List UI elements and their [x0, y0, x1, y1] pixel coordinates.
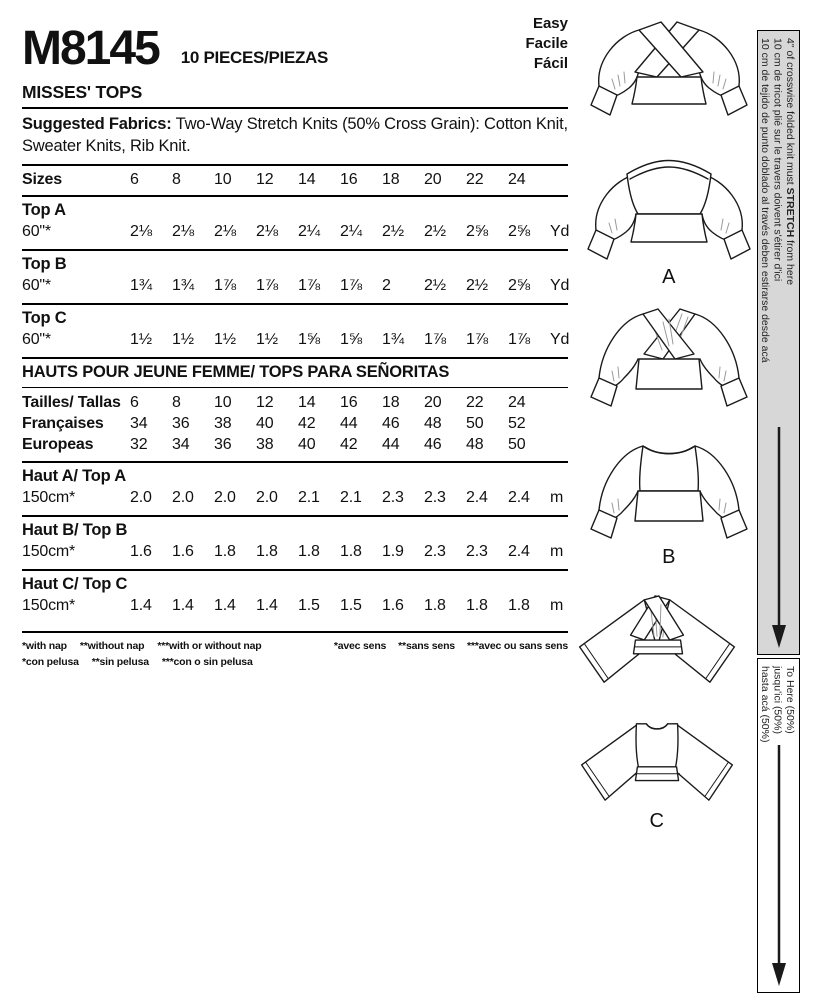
size-cell: 34	[172, 435, 190, 453]
size-cell: 48	[466, 435, 484, 453]
footnote-sans-sens: **sans sens	[398, 640, 455, 653]
size-cell: 22	[466, 171, 484, 189]
meterage-cell: 2.1	[340, 489, 362, 507]
stretch-gauge-line-en: 4" of crosswise folded knit must STRETCH from here	[784, 38, 796, 286]
view-c-label: C	[649, 810, 665, 832]
view-c-back-illustration	[560, 714, 754, 808]
meterage-cell: 2.1	[298, 489, 320, 507]
fabrics-label: Suggested Fabrics:	[22, 115, 172, 134]
size-cell: 48	[424, 414, 442, 432]
size-cell: 8	[172, 171, 181, 189]
meterage-cell: 1.4	[172, 597, 194, 615]
garment-name: Top C	[22, 309, 67, 328]
fabric-width: 60"*	[22, 223, 51, 241]
meterage-cell: 2.0	[256, 489, 278, 507]
size-cell: 16	[340, 171, 358, 189]
yardage-cell: 1½	[130, 331, 152, 349]
size-cell: 40	[298, 435, 316, 453]
unit-cell: Yd	[550, 331, 570, 349]
meterage-cell: 1.5	[298, 597, 320, 615]
yardage-cell: 1⅝	[340, 331, 362, 349]
footnote-avec-sens: *avec sens	[333, 640, 387, 653]
yardage-row-top-a	[22, 197, 568, 251]
yardage-cell: 2⅛	[130, 223, 152, 241]
size-cell: 42	[298, 414, 316, 432]
meterage-cell: 2.4	[508, 489, 530, 507]
category-title: MISSES' TOPS	[22, 82, 568, 109]
yardage-cell: 2⅛	[256, 223, 278, 241]
yardage-cell: 1½	[256, 331, 278, 349]
yardage-cell: 1⅞	[466, 331, 488, 349]
to-here-line-fr: jusqu'ici (50%)	[771, 666, 784, 734]
europeas-label: Europeas	[22, 435, 94, 453]
footnote-without-nap: **without nap	[79, 640, 145, 653]
size-cell: 46	[382, 414, 400, 432]
footnote-sin-pelusa: **sin pelusa	[91, 656, 149, 669]
size-cell: 10	[214, 171, 232, 189]
yardage-row-top-c	[22, 305, 568, 359]
size-cell: 14	[298, 393, 316, 411]
size-cell: 12	[256, 393, 274, 411]
size-cell: 22	[466, 393, 484, 411]
footnote-con-pelusa: *con pelusa	[22, 656, 79, 669]
size-cell: 44	[340, 414, 358, 432]
size-cell: 32	[130, 435, 148, 453]
size-cell: 24	[508, 171, 526, 189]
view-c-illustrations	[560, 592, 754, 833]
size-cell: 40	[256, 414, 274, 432]
meterage-cell: 1.8	[466, 597, 488, 615]
yardage-cell: 1¾	[382, 331, 404, 349]
meterage-cell: 1.4	[256, 597, 278, 615]
yardage-cell: 2¼	[298, 223, 320, 241]
stretch-gauge-bottom	[757, 658, 800, 993]
yardage-table	[22, 164, 568, 633]
stretch-gauge-text	[759, 38, 797, 363]
size-cell: 6	[130, 393, 139, 411]
meterage-cell: 1.6	[130, 543, 152, 561]
unit-cell: Yd	[550, 223, 570, 241]
yardage-cell: 2¼	[340, 223, 362, 241]
to-here-line-en: To Here (50%)	[784, 666, 796, 734]
size-cell: 16	[340, 393, 358, 411]
pattern-number: M8145	[22, 22, 159, 76]
meterage-cell: 1.6	[172, 543, 194, 561]
yardage-cell: 1⅝	[298, 331, 320, 349]
size-cell: 52	[508, 414, 526, 432]
yardage-cell: 2½	[466, 277, 488, 295]
metric-sizes-grid	[22, 388, 568, 463]
size-cell: 36	[214, 435, 232, 453]
view-a-illustrations	[583, 16, 755, 289]
view-b-illustrations	[583, 302, 755, 569]
size-cell: 24	[508, 393, 526, 411]
metric-row-haut-b	[22, 517, 568, 571]
sizes-label: Sizes	[22, 171, 62, 189]
stretch-gauge-line-fr: 10 cm de tricot plié sur le travers doivent s'étirer d'ici	[771, 38, 784, 282]
meterage-cell: 1.4	[214, 597, 236, 615]
fabrics-text: Two-Way Stretch Knits (50% Cross Grain): Cotton Knit, Sweater Knits, Rib Knit.	[22, 115, 568, 155]
fabric-width: 150cm*	[22, 489, 76, 507]
tailles-label: Tailles/ Tallas	[22, 393, 121, 411]
meterage-cell: 2.3	[424, 543, 446, 561]
size-cell: 12	[256, 171, 274, 189]
meterage-cell: 2.0	[214, 489, 236, 507]
view-a-front-illustration	[583, 16, 755, 130]
stretch-arrow-icon	[771, 427, 787, 649]
francaises-label: Françaises	[22, 414, 104, 432]
difficulty-fr: Facile	[525, 34, 568, 52]
meterage-cell: 1.8	[298, 543, 320, 561]
yardage-cell: 1⅞	[298, 277, 320, 295]
meterage-cell: 2.0	[130, 489, 152, 507]
stretch-gauge-top	[757, 30, 800, 655]
size-cell: 34	[130, 414, 148, 432]
meterage-cell: 1.8	[508, 597, 530, 615]
footnote-with-or-without-nap: ***with or without nap	[157, 640, 262, 653]
garment-name: Haut C/ Top C	[22, 575, 128, 594]
metric-row-haut-c	[22, 571, 568, 633]
garment-name: Haut B/ Top B	[22, 521, 128, 540]
yardage-cell: 1⅞	[340, 277, 362, 295]
yardage-cell: 2⅝	[466, 223, 488, 241]
yardage-cell: 2	[382, 277, 391, 295]
yardage-cell: 2⅝	[508, 223, 530, 241]
yardage-row-top-b	[22, 251, 568, 305]
yardage-cell: 1⅞	[256, 277, 278, 295]
size-cell: 8	[172, 393, 181, 411]
view-a-back-illustration	[583, 152, 755, 264]
view-b-label: B	[662, 546, 676, 568]
pieces-count: 10 PIECES/PIEZAS	[180, 48, 329, 68]
yardage-cell: 2½	[382, 223, 404, 241]
footnote-avec-ou-sans-sens: ***avec ou sans sens	[466, 640, 568, 653]
meterage-cell: 1.8	[214, 543, 236, 561]
meterage-cell: 2.3	[382, 489, 404, 507]
footnotes	[22, 639, 568, 671]
size-cell: 18	[382, 171, 400, 189]
size-cell: 50	[466, 414, 484, 432]
europeas-row	[22, 434, 568, 455]
to-here-arrow-icon	[771, 745, 787, 987]
garment-name: Top A	[22, 201, 66, 220]
sizes-header-row	[22, 164, 568, 197]
meterage-cell: 1.4	[130, 597, 152, 615]
meterage-cell: 2.0	[172, 489, 194, 507]
garment-name: Haut A/ Top A	[22, 467, 127, 486]
meterage-cell: 1.9	[382, 543, 404, 561]
size-cell: 46	[424, 435, 442, 453]
fabric-width: 60"*	[22, 277, 51, 295]
yardage-cell: 2⅝	[508, 277, 530, 295]
size-cell: 50	[508, 435, 526, 453]
size-cell: 6	[130, 171, 139, 189]
to-here-text	[759, 666, 797, 742]
meterage-cell: 1.8	[424, 597, 446, 615]
meterage-cell: 1.8	[256, 543, 278, 561]
unit-cell: m	[550, 597, 564, 615]
meterage-cell: 2.4	[466, 489, 488, 507]
yardage-cell: 2⅛	[172, 223, 194, 241]
stretch-gauge-line-es: 10 cm de tejido de punto doblado al través deben estirarse desde acá	[759, 38, 771, 363]
meterage-cell: 1.8	[340, 543, 362, 561]
difficulty-es: Fácil	[533, 54, 568, 72]
metric-section-title: HAUTS POUR JEUNE FEMME/ TOPS PARA SEÑORITAS	[22, 359, 568, 388]
size-cell: 38	[256, 435, 274, 453]
fabric-width: 150cm*	[22, 543, 76, 561]
tailles-row	[22, 392, 568, 413]
view-b-back-illustration	[583, 434, 755, 544]
unit-cell: m	[550, 543, 564, 561]
size-cell: 20	[424, 393, 442, 411]
meterage-cell: 2.3	[466, 543, 488, 561]
size-cell: 20	[424, 171, 442, 189]
unit-cell: Yd	[550, 277, 570, 295]
yardage-cell: 1¾	[172, 277, 194, 295]
view-c-front-illustration	[560, 592, 754, 692]
size-cell: 38	[214, 414, 232, 432]
to-here-line-es: hasta acá (50%)	[759, 666, 771, 743]
size-cell: 18	[382, 393, 400, 411]
footnote-with-nap: *with nap	[22, 640, 67, 653]
header	[22, 12, 568, 76]
fabric-width: 60"*	[22, 331, 51, 349]
yardage-cell: 1⅞	[508, 331, 530, 349]
fabric-width: 150cm*	[22, 597, 76, 615]
size-cell: 44	[382, 435, 400, 453]
unit-cell: m	[550, 489, 564, 507]
difficulty-labels	[525, 12, 568, 73]
yardage-cell: 1¾	[130, 277, 152, 295]
metric-row-haut-a	[22, 463, 568, 517]
yardage-cell: 1½	[172, 331, 194, 349]
size-cell: 10	[214, 393, 232, 411]
meterage-cell: 1.6	[382, 597, 404, 615]
footnote-con-o-sin-pelusa: ***con o sin pelusa	[161, 656, 253, 669]
yardage-cell: 1½	[214, 331, 236, 349]
yardage-cell: 2⅛	[214, 223, 236, 241]
envelope-back-left-column	[22, 12, 568, 671]
size-cell: 14	[298, 171, 316, 189]
size-cell: 36	[172, 414, 190, 432]
view-b-front-illustration	[583, 302, 755, 412]
yardage-cell: 1⅞	[214, 277, 236, 295]
garment-name: Top B	[22, 255, 67, 274]
meterage-cell: 1.5	[340, 597, 362, 615]
difficulty-en: Easy	[532, 15, 568, 32]
yardage-cell: 1⅞	[424, 331, 446, 349]
meterage-cell: 2.4	[508, 543, 530, 561]
meterage-cell: 2.3	[424, 489, 446, 507]
size-cell: 42	[340, 435, 358, 453]
yardage-cell: 2½	[424, 277, 446, 295]
view-a-label: A	[662, 266, 676, 288]
yardage-cell: 2½	[424, 223, 446, 241]
francaises-row	[22, 413, 568, 434]
suggested-fabrics	[22, 114, 568, 157]
